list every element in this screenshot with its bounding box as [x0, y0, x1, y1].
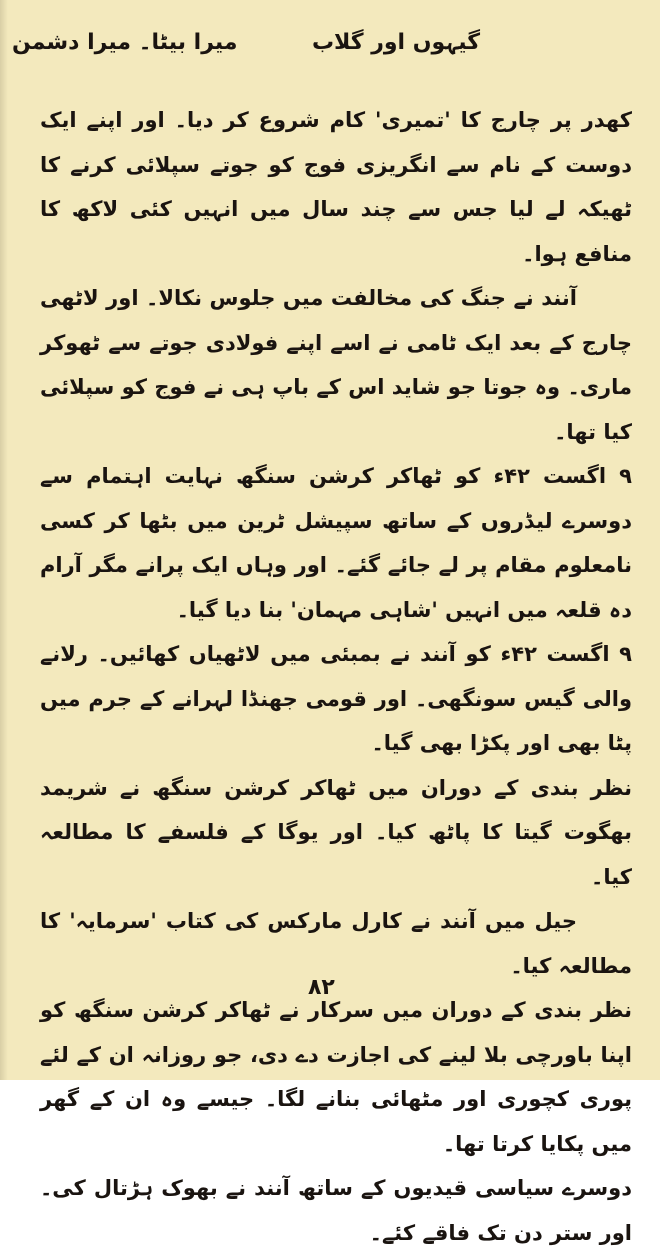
- paragraph: دوسرے سیاسی قیدیوں کے ساتھ آنند نے بھوک ہڑتال کی۔ اور ستر دن تک فاقے کئے۔: [40, 1176, 632, 1245]
- page-body: [40, 98, 632, 1255]
- page-shadow-edge: [0, 0, 8, 1080]
- paragraph: آنند نے جنگ کی مخالفت میں جلوس نکالا۔ اور لاٹھی چارج کے بعد ایک ٹامی نے اسے اپنے فولادی جوتے سے ٹھوکر ماری۔ وہ جوتا جو شاید اس کے باپ ہی نے فوج کو سپلائی کیا تھا۔: [40, 286, 632, 444]
- paragraph: ۹ اگست ۴۲ء کو ٹھاکر کرشن سنگھ نہایت اہتمام سے دوسرے لیڈروں کے ساتھ سپیشل ٹرین میں بٹھا کر کسی نامعلوم مقام پر لے جائے گئے۔ اور وہاں ایک پرانے مگر آرام دہ قلعہ میں انہیں 'شاہی مہمان' بنا دیا گیا۔: [40, 464, 632, 622]
- paragraph: نظر بندی کے دوران میں ٹھاکر کرشن سنگھ نے شریمد بھگوت گیتا کا پاٹھ کیا۔ اور یوگا کے فلسفے کا مطالعہ کیا۔: [40, 775, 632, 889]
- page-number: ۸۲: [308, 975, 335, 1000]
- paragraph: ۹ اگست ۴۲ء کو آنند نے بمبئی میں لاٹھیاں کھائیں۔ رلانے والی گیس سونگھی۔ اور قومی جھنڈا لہرانے کے جرم میں پٹا بھی اور پکڑا بھی گیا۔: [40, 642, 632, 755]
- paragraph: جیل میں آنند نے کارل مارکس کی کتاب 'سرمایہ' کا مطالعہ کیا۔: [40, 909, 632, 978]
- paragraph: نظر بندی کے دوران میں سرکار نے ٹھاکر کرشن سنگھ کو اپنا باورچی بلا لینے کی اجازت دے دی، جو روزانہ ان کے لئے پوری کچوری اور مٹھائی بنانے لگا۔ جیسے وہ ان کے گھر میں پکایا کرتا تھا۔: [40, 998, 632, 1156]
- book-title: میرا بیٹا۔ میرا دشمن: [12, 30, 238, 55]
- chapter-title: گیہوں اور گلاب: [311, 30, 480, 55]
- paragraph: کھدر پر چارج کا 'تمیری' کام شروع کر دیا۔ اور اپنے ایک دوست کے نام سے انگریزی فوج کو جوتے سپلائی کرنے کا ٹھیکہ لے لیا جس سے چند سال میں انہیں کئی لاکھ کا منافع ہوا۔: [40, 108, 632, 266]
